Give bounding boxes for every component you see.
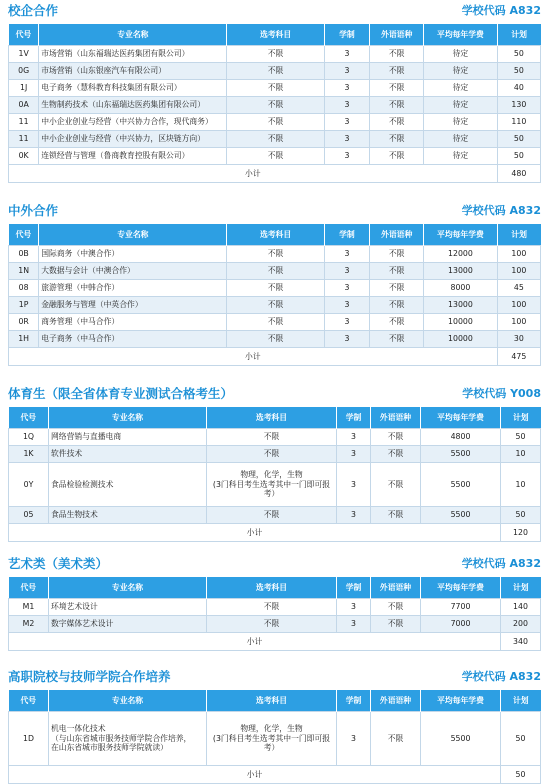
column-header-duration: 学制 bbox=[324, 224, 369, 246]
cell-major: 连锁经营与管理（鲁商教育控股有限公司） bbox=[39, 148, 227, 165]
cell-language: 不限 bbox=[371, 599, 421, 616]
subtotal-value: 340 bbox=[501, 633, 541, 651]
cell-tuition: 13000 bbox=[424, 263, 498, 280]
subtotal-row bbox=[9, 165, 541, 183]
column-header-tuition: 平均每年学费 bbox=[421, 577, 501, 599]
section-title: 中外合作 bbox=[8, 203, 59, 218]
cell-subjects: 不限 bbox=[227, 246, 324, 263]
cell-plan: 100 bbox=[497, 297, 540, 314]
cell-duration: 3 bbox=[337, 507, 371, 524]
cell-duration: 3 bbox=[324, 314, 369, 331]
cell-language: 不限 bbox=[370, 131, 424, 148]
section-4 bbox=[0, 553, 549, 646]
cell-tuition: 7700 bbox=[421, 599, 501, 616]
cell-language: 不限 bbox=[371, 446, 421, 463]
column-header-language: 外语语种 bbox=[371, 407, 421, 429]
cell-code: 08 bbox=[9, 280, 39, 297]
cell-duration: 3 bbox=[324, 148, 369, 165]
column-header-code: 代号 bbox=[9, 577, 49, 599]
subtotal-value: 120 bbox=[501, 524, 541, 542]
cell-code: 11 bbox=[9, 114, 39, 131]
column-header-code: 代号 bbox=[9, 224, 39, 246]
cell-code: 05 bbox=[9, 507, 49, 524]
cell-plan: 100 bbox=[497, 246, 540, 263]
section-header bbox=[0, 553, 549, 575]
cell-subjects: 不限 bbox=[227, 263, 324, 280]
table-row bbox=[9, 246, 541, 263]
cell-plan: 100 bbox=[497, 263, 540, 280]
column-header-plan: 计划 bbox=[501, 577, 541, 599]
cell-duration: 3 bbox=[324, 280, 369, 297]
cell-major: 软件技术 bbox=[49, 446, 207, 463]
cell-tuition: 待定 bbox=[424, 97, 498, 114]
cell-tuition: 待定 bbox=[424, 148, 498, 165]
plan-table bbox=[8, 224, 541, 366]
cell-code: M1 bbox=[9, 599, 49, 616]
cell-language: 不限 bbox=[370, 314, 424, 331]
cell-language: 不限 bbox=[370, 114, 424, 131]
cell-language: 不限 bbox=[370, 80, 424, 97]
subtotal-value: 480 bbox=[497, 165, 540, 183]
cell-duration: 3 bbox=[324, 63, 369, 80]
column-header-duration: 学制 bbox=[337, 690, 371, 712]
subtotal-row bbox=[9, 766, 541, 784]
cell-code: 1H bbox=[9, 331, 39, 348]
cell-tuition: 待定 bbox=[424, 114, 498, 131]
cell-subjects: 不限 bbox=[227, 280, 324, 297]
cell-major: 中小企业创业与经营（中兴协力合作，现代商务） bbox=[39, 114, 227, 131]
cell-tuition: 12000 bbox=[424, 246, 498, 263]
cell-language: 不限 bbox=[370, 46, 424, 63]
cell-duration: 3 bbox=[324, 331, 369, 348]
table-row bbox=[9, 599, 541, 616]
cell-plan: 40 bbox=[497, 80, 540, 97]
cell-code: 1Q bbox=[9, 429, 49, 446]
cell-subjects: 不限 bbox=[227, 63, 324, 80]
table-header-row bbox=[9, 577, 541, 599]
cell-tuition: 5500 bbox=[421, 463, 501, 507]
cell-subjects: 不限 bbox=[227, 114, 324, 131]
table-row bbox=[9, 148, 541, 165]
cell-subjects: 不限 bbox=[227, 131, 324, 148]
column-header-code: 代号 bbox=[9, 24, 39, 46]
cell-duration: 3 bbox=[337, 616, 371, 633]
cell-major: 市场营销（山东福瑞达医药集团有限公司） bbox=[39, 46, 227, 63]
cell-plan: 45 bbox=[497, 280, 540, 297]
cell-language: 不限 bbox=[371, 712, 421, 766]
cell-duration: 3 bbox=[324, 263, 369, 280]
cell-language: 不限 bbox=[371, 463, 421, 507]
section-title: 校企合作 bbox=[8, 3, 59, 18]
section-header bbox=[0, 200, 549, 222]
subtotal-label: 小计 bbox=[9, 524, 501, 542]
section-header bbox=[0, 0, 549, 22]
cell-major: 电子商务（慧科教育科技集团有限公司） bbox=[39, 80, 227, 97]
cell-tuition: 10000 bbox=[424, 314, 498, 331]
cell-tuition: 待定 bbox=[424, 131, 498, 148]
cell-plan: 10 bbox=[501, 446, 541, 463]
cell-plan: 50 bbox=[501, 429, 541, 446]
cell-language: 不限 bbox=[370, 63, 424, 80]
cell-duration: 3 bbox=[337, 463, 371, 507]
cell-subjects: 不限 bbox=[207, 599, 337, 616]
table-header-row bbox=[9, 690, 541, 712]
school-code: 学校代码 A832 bbox=[461, 557, 541, 570]
cell-tuition: 待定 bbox=[424, 46, 498, 63]
column-header-code: 代号 bbox=[9, 690, 49, 712]
section-2 bbox=[0, 200, 549, 361]
column-header-language: 外语语种 bbox=[370, 224, 424, 246]
table-header-row bbox=[9, 224, 541, 246]
cell-subjects: 物理，化学，生物 (3门科目考生选考其中一门即可报考） bbox=[207, 463, 337, 507]
school-code: 学校代码 Y008 bbox=[462, 387, 541, 400]
table-row bbox=[9, 712, 541, 766]
cell-tuition: 5500 bbox=[421, 446, 501, 463]
cell-plan: 30 bbox=[497, 331, 540, 348]
cell-tuition: 待定 bbox=[424, 63, 498, 80]
cell-language: 不限 bbox=[371, 507, 421, 524]
cell-duration: 3 bbox=[324, 297, 369, 314]
cell-major: 市场营销（山东银座汽车有限公司） bbox=[39, 63, 227, 80]
cell-tuition: 13000 bbox=[424, 297, 498, 314]
cell-code: 11 bbox=[9, 131, 39, 148]
table-row bbox=[9, 97, 541, 114]
section-title: 艺术类（美术类） bbox=[8, 556, 109, 571]
cell-tuition: 10000 bbox=[424, 331, 498, 348]
column-header-subjects: 选考科目 bbox=[207, 690, 337, 712]
column-header-language: 外语语种 bbox=[370, 24, 424, 46]
cell-code: 1J bbox=[9, 80, 39, 97]
cell-language: 不限 bbox=[370, 97, 424, 114]
column-header-plan: 计划 bbox=[497, 224, 540, 246]
column-header-duration: 学制 bbox=[337, 407, 371, 429]
plan-table bbox=[8, 407, 541, 542]
column-header-major: 专业名称 bbox=[49, 690, 207, 712]
plan-table bbox=[8, 577, 541, 651]
cell-subjects: 不限 bbox=[207, 446, 337, 463]
cell-code: 0Y bbox=[9, 463, 49, 507]
column-header-plan: 计划 bbox=[497, 24, 540, 46]
subtotal-label: 小计 bbox=[9, 165, 498, 183]
cell-subjects: 不限 bbox=[227, 297, 324, 314]
cell-duration: 3 bbox=[337, 712, 371, 766]
column-header-tuition: 平均每年学费 bbox=[421, 690, 501, 712]
column-header-subjects: 选考科目 bbox=[207, 577, 337, 599]
section-5 bbox=[0, 666, 549, 779]
cell-duration: 3 bbox=[337, 446, 371, 463]
section-title: 高职院校与技师学院合作培养 bbox=[8, 669, 171, 684]
cell-code: M2 bbox=[9, 616, 49, 633]
cell-major: 旅游管理（中韩合作） bbox=[39, 280, 227, 297]
cell-code: 0A bbox=[9, 97, 39, 114]
cell-major: 网络营销与直播电商 bbox=[49, 429, 207, 446]
cell-language: 不限 bbox=[371, 616, 421, 633]
cell-code: 1D bbox=[9, 712, 49, 766]
subtotal-label: 小计 bbox=[9, 766, 501, 784]
cell-major: 金融服务与管理（中英合作） bbox=[39, 297, 227, 314]
subtotal-value: 50 bbox=[501, 766, 541, 784]
cell-subjects: 不限 bbox=[227, 46, 324, 63]
column-header-major: 专业名称 bbox=[39, 224, 227, 246]
subtotal-row bbox=[9, 524, 541, 542]
table-row bbox=[9, 429, 541, 446]
cell-code: 1V bbox=[9, 46, 39, 63]
cell-plan: 50 bbox=[497, 63, 540, 80]
school-code: 学校代码 A832 bbox=[461, 670, 541, 683]
table-header-row bbox=[9, 407, 541, 429]
plan-table bbox=[8, 690, 541, 784]
column-header-tuition: 平均每年学费 bbox=[424, 224, 498, 246]
cell-duration: 3 bbox=[324, 80, 369, 97]
cell-major: 电子商务（中马合作） bbox=[39, 331, 227, 348]
cell-plan: 50 bbox=[497, 46, 540, 63]
cell-major: 环境艺术设计 bbox=[49, 599, 207, 616]
table-row bbox=[9, 46, 541, 63]
column-header-language: 外语语种 bbox=[371, 577, 421, 599]
section-header bbox=[0, 383, 549, 405]
cell-plan: 50 bbox=[501, 507, 541, 524]
cell-subjects: 不限 bbox=[227, 314, 324, 331]
cell-subjects: 物理，化学，生物 (3门科目考生选考其中一门即可报考） bbox=[207, 712, 337, 766]
table-row bbox=[9, 463, 541, 507]
cell-duration: 3 bbox=[324, 246, 369, 263]
cell-language: 不限 bbox=[370, 331, 424, 348]
cell-plan: 10 bbox=[501, 463, 541, 507]
table-row bbox=[9, 131, 541, 148]
column-header-subjects: 选考科目 bbox=[227, 24, 324, 46]
section-header bbox=[0, 666, 549, 688]
subtotal-label: 小计 bbox=[9, 633, 501, 651]
cell-code: 0K bbox=[9, 148, 39, 165]
column-header-language: 外语语种 bbox=[371, 690, 421, 712]
table-row bbox=[9, 297, 541, 314]
table-header-row bbox=[9, 24, 541, 46]
subtotal-row bbox=[9, 633, 541, 651]
column-header-tuition: 平均每年学费 bbox=[424, 24, 498, 46]
cell-major: 中小企业创业与经营（中兴协力，区块链方向） bbox=[39, 131, 227, 148]
table-row bbox=[9, 280, 541, 297]
column-header-major: 专业名称 bbox=[49, 407, 207, 429]
column-header-plan: 计划 bbox=[501, 407, 541, 429]
section-3 bbox=[0, 383, 549, 537]
table-row bbox=[9, 314, 541, 331]
table-row bbox=[9, 63, 541, 80]
cell-duration: 3 bbox=[324, 131, 369, 148]
cell-plan: 50 bbox=[497, 148, 540, 165]
cell-subjects: 不限 bbox=[207, 429, 337, 446]
cell-duration: 3 bbox=[324, 97, 369, 114]
subtotal-value: 475 bbox=[497, 348, 540, 366]
cell-major: 机电一体化技术 （与山东省城市服务技师学院合作培养， 在山东省城市服务技师学院就读） bbox=[49, 712, 207, 766]
column-header-code: 代号 bbox=[9, 407, 49, 429]
column-header-plan: 计划 bbox=[501, 690, 541, 712]
cell-major: 食品检验检测技术 bbox=[49, 463, 207, 507]
subtotal-label: 小计 bbox=[9, 348, 498, 366]
school-code: 学校代码 A832 bbox=[461, 204, 541, 217]
cell-subjects: 不限 bbox=[207, 616, 337, 633]
column-header-subjects: 选考科目 bbox=[207, 407, 337, 429]
cell-tuition: 5500 bbox=[421, 507, 501, 524]
section-1 bbox=[0, 0, 549, 178]
cell-language: 不限 bbox=[370, 297, 424, 314]
cell-plan: 130 bbox=[497, 97, 540, 114]
cell-subjects: 不限 bbox=[227, 97, 324, 114]
cell-duration: 3 bbox=[324, 114, 369, 131]
column-header-tuition: 平均每年学费 bbox=[421, 407, 501, 429]
cell-plan: 50 bbox=[501, 712, 541, 766]
cell-code: 1K bbox=[9, 446, 49, 463]
school-code: 学校代码 A832 bbox=[461, 4, 541, 17]
cell-plan: 100 bbox=[497, 314, 540, 331]
column-header-major: 专业名称 bbox=[39, 24, 227, 46]
cell-tuition: 8000 bbox=[424, 280, 498, 297]
cell-tuition: 5500 bbox=[421, 712, 501, 766]
cell-language: 不限 bbox=[370, 246, 424, 263]
cell-code: 1P bbox=[9, 297, 39, 314]
cell-major: 数字媒体艺术设计 bbox=[49, 616, 207, 633]
cell-duration: 3 bbox=[324, 46, 369, 63]
cell-subjects: 不限 bbox=[227, 80, 324, 97]
section-title: 体育生（限全省体育专业测试合格考生） bbox=[8, 386, 234, 401]
cell-major: 生物制药技术（山东福瑞达医药集团有限公司） bbox=[39, 97, 227, 114]
cell-major: 国际商务（中澳合作） bbox=[39, 246, 227, 263]
cell-code: 1N bbox=[9, 263, 39, 280]
cell-code: 0G bbox=[9, 63, 39, 80]
cell-subjects: 不限 bbox=[207, 507, 337, 524]
cell-subjects: 不限 bbox=[227, 148, 324, 165]
table-row bbox=[9, 507, 541, 524]
column-header-subjects: 选考科目 bbox=[227, 224, 324, 246]
cell-language: 不限 bbox=[371, 429, 421, 446]
cell-major: 食品生物技术 bbox=[49, 507, 207, 524]
cell-plan: 50 bbox=[497, 131, 540, 148]
column-header-major: 专业名称 bbox=[49, 577, 207, 599]
cell-plan: 200 bbox=[501, 616, 541, 633]
plan-table bbox=[8, 24, 541, 183]
table-row bbox=[9, 114, 541, 131]
cell-subjects: 不限 bbox=[227, 331, 324, 348]
cell-language: 不限 bbox=[370, 148, 424, 165]
cell-code: 0B bbox=[9, 246, 39, 263]
cell-tuition: 4800 bbox=[421, 429, 501, 446]
table-row bbox=[9, 80, 541, 97]
cell-language: 不限 bbox=[370, 280, 424, 297]
cell-plan: 140 bbox=[501, 599, 541, 616]
table-row bbox=[9, 446, 541, 463]
cell-major: 大数据与会计（中澳合作） bbox=[39, 263, 227, 280]
table-row bbox=[9, 616, 541, 633]
cell-tuition: 7000 bbox=[421, 616, 501, 633]
cell-language: 不限 bbox=[370, 263, 424, 280]
cell-duration: 3 bbox=[337, 599, 371, 616]
cell-code: 0R bbox=[9, 314, 39, 331]
subtotal-row bbox=[9, 348, 541, 366]
column-header-duration: 学制 bbox=[324, 24, 369, 46]
cell-duration: 3 bbox=[337, 429, 371, 446]
cell-tuition: 待定 bbox=[424, 80, 498, 97]
cell-major: 商务管理（中马合作） bbox=[39, 314, 227, 331]
cell-plan: 110 bbox=[497, 114, 540, 131]
table-row bbox=[9, 331, 541, 348]
column-header-duration: 学制 bbox=[337, 577, 371, 599]
table-row bbox=[9, 263, 541, 280]
